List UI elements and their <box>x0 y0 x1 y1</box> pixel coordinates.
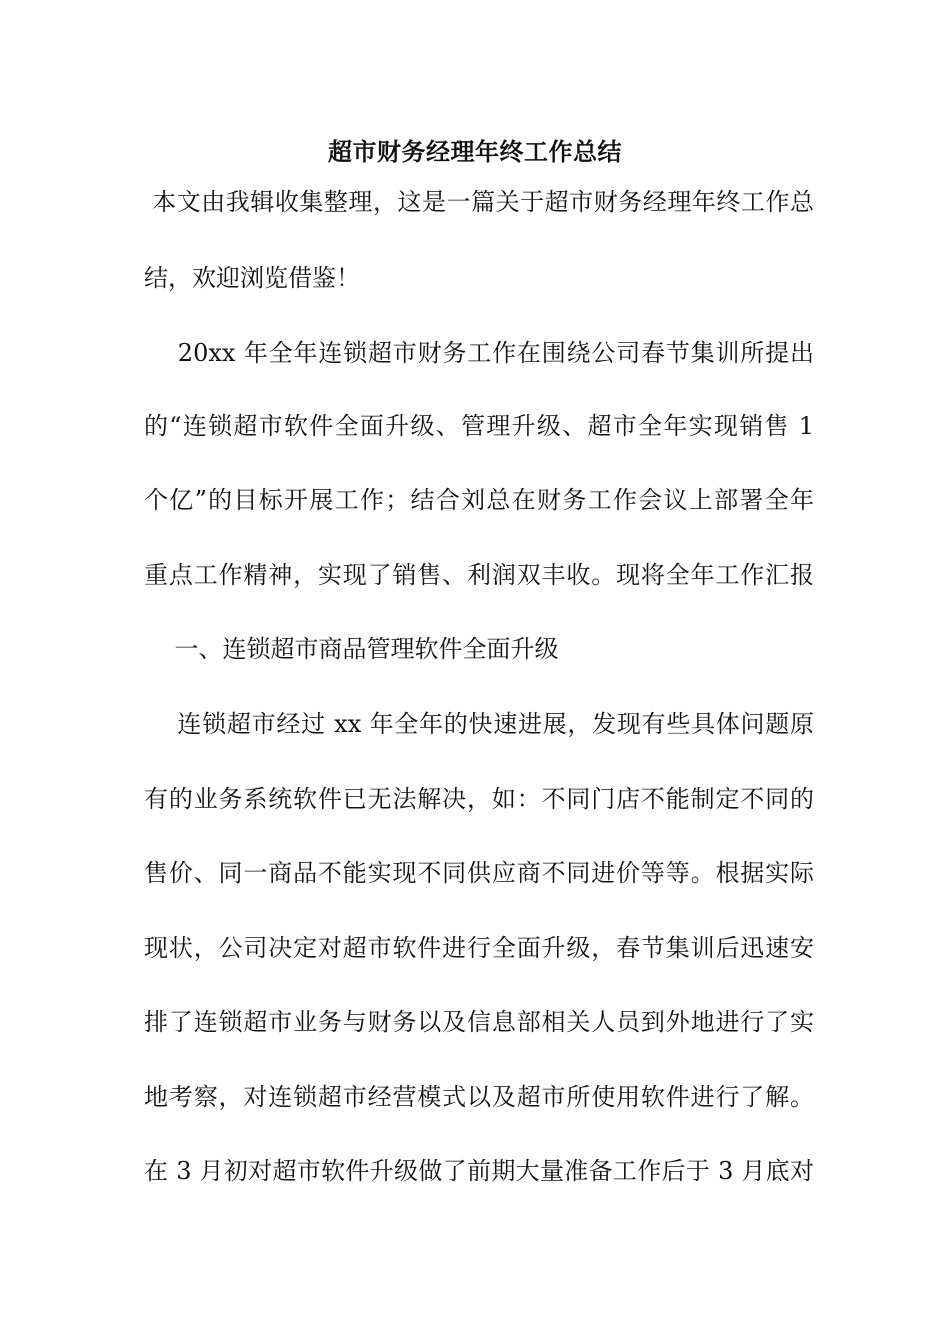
body-line: 排了连锁超市业务与财务以及信息部相关人员到外地进行了实 <box>144 1008 814 1036</box>
body-line: 结，欢迎浏览借鉴！ <box>144 264 360 292</box>
body-line: 个亿”的目标开展工作；结合刘总在财务工作会议上部署全年 <box>144 486 814 514</box>
body-line: 有的业务系统软件已无法解决，如：不同门店不能制定不同的 <box>144 785 814 813</box>
section-heading: 一、连锁超市商品管理软件全面升级 <box>144 635 559 663</box>
body-line: 地考察，对连锁超市经营模式以及超市所使用软件进行了解。 <box>144 1083 814 1111</box>
body-line: 现状，公司决定对超市软件进行全面升级，春节集训后迅速安 <box>144 934 814 962</box>
body-line: 在 3 月初对超市软件升级做了前期大量准备工作后于 3 月底对 <box>144 1157 814 1185</box>
document-title: 超市财务经理年终工作总结 <box>328 137 622 166</box>
body-line: 售价、同一商品不能实现不同供应商不同进价等等。根据实际 <box>144 859 814 887</box>
body-line: 连锁超市经过 xx 年全年的快速进展，发现有些具体问题原 <box>144 710 814 738</box>
body-line: 重点工作精神，实现了销售、利润双丰收。现将全年工作汇报 <box>144 561 814 589</box>
body-line: 20xx 年全年连锁超市财务工作在围绕公司春节集训所提出 <box>144 339 814 367</box>
body-line: 本文由我辑收集整理，这是一篇关于超市财务经理年终工作总 <box>144 188 814 216</box>
body-line: 的“连锁超市软件全面升级、管理升级、超市全年实现销售 1 <box>144 412 814 440</box>
